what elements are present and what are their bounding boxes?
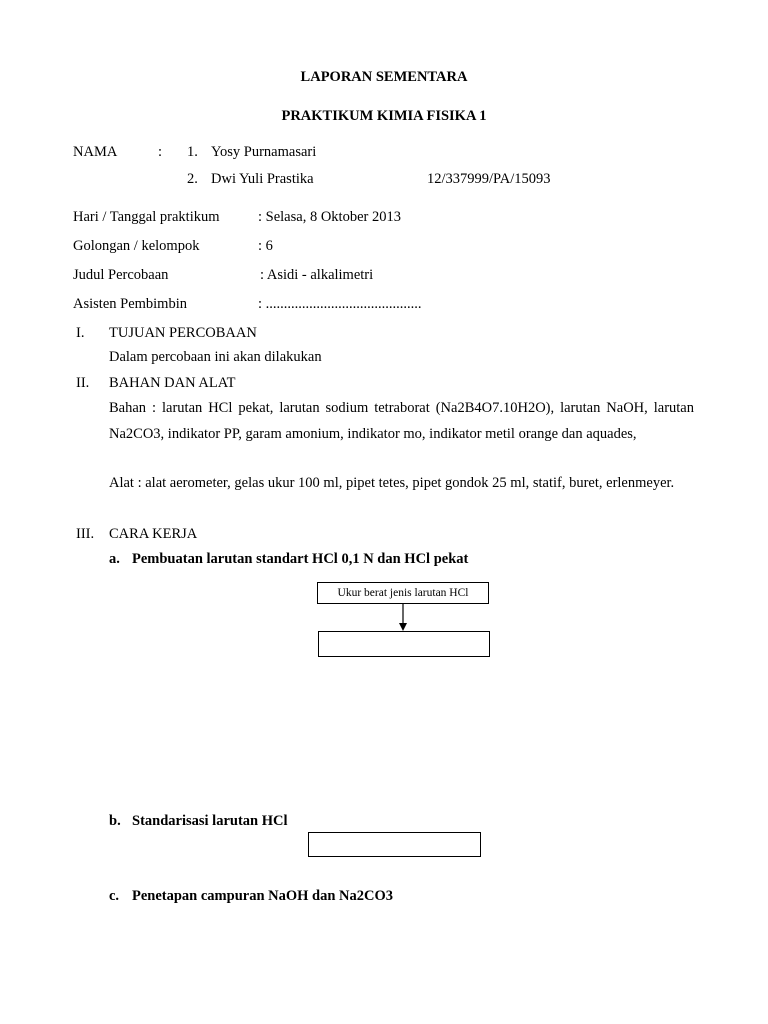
info-label-kelompok: Golongan / kelompok xyxy=(73,238,200,254)
flowchart-arrow xyxy=(395,604,411,632)
subsection-b-letter: b. xyxy=(109,813,121,829)
subsection-c-letter: c. xyxy=(109,888,120,904)
member-2-id: 12/337999/PA/15093 xyxy=(427,171,551,187)
info-value-judul: : Asidi - alkalimetri xyxy=(260,267,374,283)
subsection-a-letter: a. xyxy=(109,551,120,567)
bahan-paragraph: Bahan : larutan HCl pekat, larutan sodium tetraborat (Na2B4O7.10H2O), larutan NaOH, larutan Na2CO3, indikator PP, garam amonium, indikator mo, indikator metil orange dan aquades, xyxy=(109,400,694,442)
flowchart-box-empty-b xyxy=(308,832,481,857)
info-value-kelompok: : 6 xyxy=(258,238,273,254)
section-1-number: I. xyxy=(76,325,85,341)
nama-label: NAMA xyxy=(73,144,118,160)
member-1-number: 1. xyxy=(187,144,198,160)
flowchart-box-empty-a xyxy=(318,631,490,657)
info-label-tanggal: Hari / Tanggal praktikum xyxy=(73,209,220,225)
section-3-title: CARA KERJA xyxy=(109,526,198,542)
nama-colon: : xyxy=(158,144,163,160)
info-value-asisten: : ........................................... xyxy=(258,296,422,312)
section-3-number: III. xyxy=(76,526,95,542)
document-subtitle: PRAKTIKUM KIMIA FISIKA 1 xyxy=(281,108,487,124)
info-label-asisten: Asisten Pembimbin xyxy=(73,296,187,312)
section-1-body: Dalam percobaan ini akan dilakukan xyxy=(109,349,322,365)
member-1-name: Yosy Purnamasari xyxy=(211,144,317,160)
section-1-title: TUJUAN PERCOBAAN xyxy=(109,325,257,341)
subsection-c-title: Penetapan campuran NaOH dan Na2CO3 xyxy=(132,888,394,904)
document-title: LAPORAN SEMENTARA xyxy=(300,69,468,85)
member-2-number: 2. xyxy=(187,171,198,187)
section-2-title: BAHAN DAN ALAT xyxy=(109,375,236,391)
subsection-a-title: Pembuatan larutan standart HCl 0,1 N dan HCl pekat xyxy=(132,551,469,567)
info-value-tanggal: : Selasa, 8 Oktober 2013 xyxy=(258,209,401,225)
info-label-judul: Judul Percobaan xyxy=(73,267,169,283)
alat-paragraph: Alat : alat aerometer, gelas ukur 100 ml, pipet tetes, pipet gondok 25 ml, statif, buret, erlenmeyer. xyxy=(109,475,675,491)
flowchart-box-ukur xyxy=(317,582,489,604)
member-2-name: Dwi Yuli Prastika xyxy=(211,171,314,187)
section-2-number: II. xyxy=(76,375,90,391)
flowchart-box-ukur-label: Ukur berat jenis larutan HCl xyxy=(337,587,469,599)
subsection-b-title: Standarisasi larutan HCl xyxy=(132,813,288,829)
